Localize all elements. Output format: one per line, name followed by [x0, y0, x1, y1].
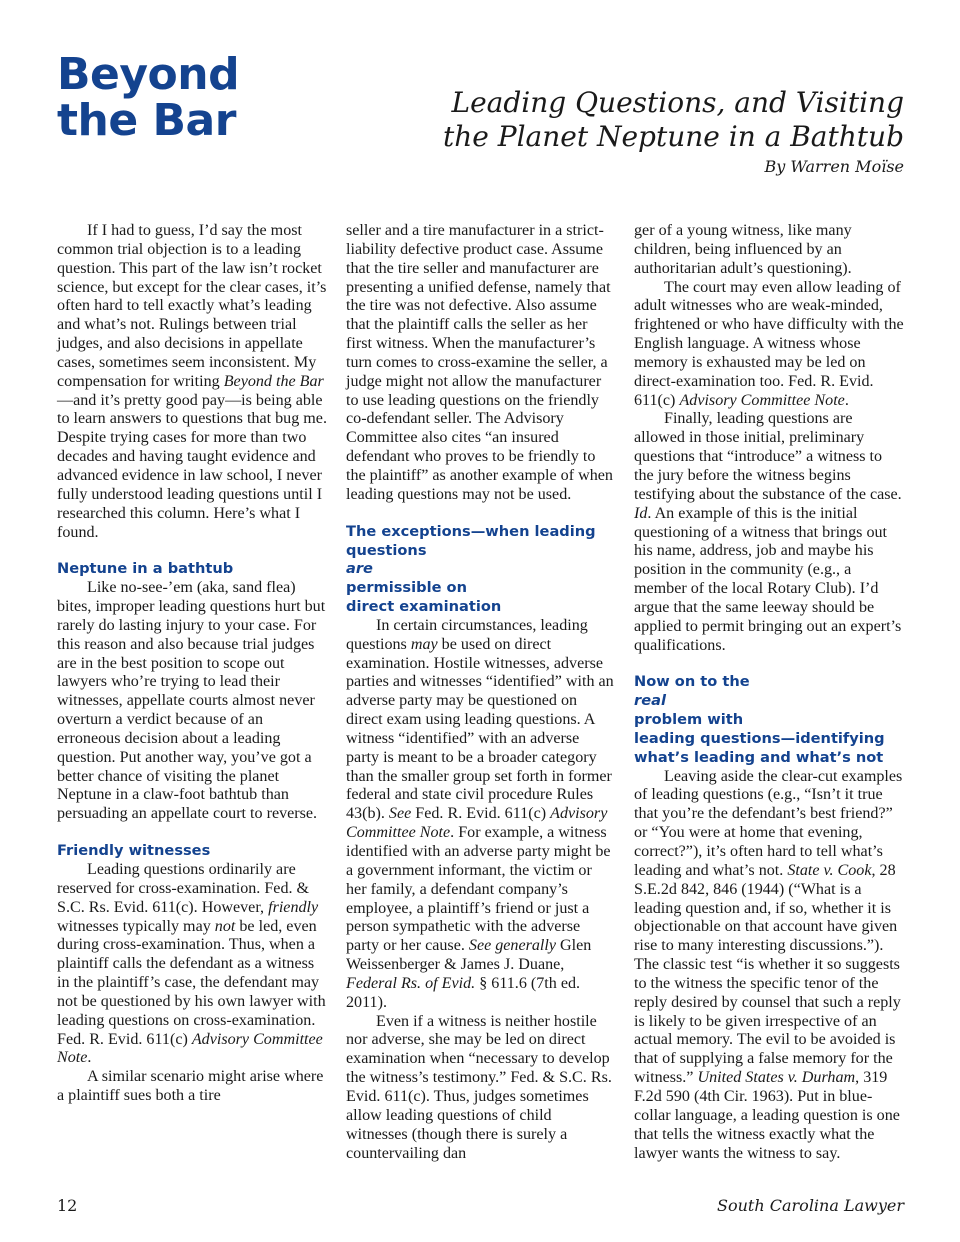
article-headline: [443, 86, 904, 154]
text-column-3: [634, 222, 904, 1163]
column-title-line: Beyond: [57, 49, 240, 100]
exceptions-paragraph-2: Even if a witness is neither hostile nor adverse, she may be led on direct examination when “necessary to develop the witness’s testimony.” Fed. & S.C. Rs. Evid. 611(c). Thus, judges sometimes allow leading questions of child witnesses (though there is surely a countervailing dan: [346, 1012, 612, 1162]
exceptions-paragraph-2-continued: ger of a young witness, like many children, being influenced by an authoritarian adult’s questioning).: [634, 222, 852, 277]
headline-line: Leading Questions, and Visiting: [451, 86, 904, 119]
exceptions-paragraph-1: In certain circumstances, leading questions may be used on direct examination. Hostile witnesses, adverse parties and witnesses “identified” with an adverse party may be questioned on direct exam using leading questions. A witness “identified” with an adverse party is meant to be a broader category than the smaller group set forth in former federal and state civil procedure Rules 43(b). See Fed. R. Evid. 611(c) Advisory Committee Note. For example, a witness identified with an adverse party might be a government informant, the victim or her family, a defendant company’s employee, a plaintiff’s friend or just a person sympathetic with the adverse party or her cause. See generally Glen Weissenberger & James J. Duane, Federal Rs. of Evid. § 611.6 (7th ed. 2011).: [346, 616, 614, 1011]
section-heading-neptune: Neptune in a bathtub: [57, 560, 234, 578]
magazine-name: South Carolina Lawyer: [717, 1196, 904, 1215]
text-column-2: [346, 222, 616, 1163]
section-heading-friendly-witnesses: Friendly witnesses: [57, 842, 211, 860]
exceptions-paragraph-4: Finally, leading questions are allowed in those initial, preliminary questions that “introduce” a witness to the jury before the witness begins testifying about the substance of the case. Id. An example of this is the initial questioning of a witness that brings out his name, address, job and maybe his position in the community (e.g., a member of the local Rotary Club). I’d argue that the same leeway should be applied to permit bringing out an expert’s qualifications.: [634, 410, 902, 654]
text-column-1: [57, 222, 327, 1106]
real-problem-paragraph: Leaving aside the clear-cut examples of leading questions (e.g., “Isn’t it true that you’re the defendant’s best friend?” or “You were at home that evening, correct?”), it’s often hard to tell what’s leading and what’s not. State v. Cook, 28 S.E.2d 842, 846 (1944) (“What is a leading question and, if so, whether it is objectionable on that account have given rise to many interesting discussions.”). The classic test “is whether it so suggests to the witness the specific tenor of the reply desired by counsel that such a reply is likely to be given irrespective of an actual memory. The evil to be avoided is that of supplying a false memory for the witness.” United States v. Durham, 319 F.2d 590 (4th Cir. 1963). Put in blue-collar language, a leading question is one that tells the witness exactly what the lawyer wants the witness to say.: [634, 767, 903, 1162]
page-number: 12: [57, 1196, 78, 1215]
section-heading-real-problem: Now on to the real problem with leading questions—identifying what’s leading and what’s not: [634, 673, 885, 766]
column-title-line: the Bar: [57, 95, 236, 146]
headline-line: the Planet Neptune in a Bathtub: [442, 120, 904, 153]
intro-paragraph: If I had to guess, I’d say the most common trial objection is to a leading question. This part of the law isn’t rocket science, but except for the clear cases, it’s often hard to tell exactly what’s leading and what’s not. Rulings between trial judges, and also decisions in appellate cases, sometimes seem inconsistent. My compensation for writing Beyond the Bar—and it’s pretty good pay—is being able to learn answers to questions that bug me. Despite trying cases for more than two decades and having taught evidence and advanced evidence in law school, I never fully understood leading questions until I researched this column. Here’s what I found.: [57, 222, 327, 541]
friendly-paragraph-1: Leading questions ordinarily are reserved for cross-examination. Fed. & S.C. Rs. Evid. 611(c). However, friendly witnesses typically may not be led, even during cross-examination. Thus, when a plaintiff calls the defendant as a witness in the plaintiff’s case, the defendant may not be questioned by his own lawyer with leading questions on cross-examination. Fed. R. Evid. 611(c) Advisory Committee Note.: [57, 861, 326, 1067]
neptune-paragraph: Like no-see-’em (aka, sand flea) bites, improper leading questions hurt but rarely do lasting injury to your case. For this reason and also because trial judges are in the best position to scope out lawyers who’re trying to lead their witnesses, appellate courts almost never overturn a verdict because of an erroneous decision about a leading question. Put another way, you’ve got a better chance of visiting the planet Neptune in a claw-foot bathtub than persuading an appellate court to reverse.: [57, 579, 326, 823]
friendly-paragraph-2: A similar scenario might arise where a plaintiff sues both a tire: [57, 1068, 324, 1105]
byline: By Warren Moïse: [764, 157, 904, 176]
friendly-paragraph-2-continued: seller and a tire manufacturer in a strict-liability defective product case. Assume that the tire seller and manufacturer are presenting a unified defense, namely that the tire was not defective. Also assume that the plaintiff calls the seller as her first witness. When the manufacturer’s turn comes to cross-examine the seller, a judge might not allow the manufacturer to use leading questions on the friendly co-defendant seller. The Advisory Committee also cites “an insured defendant who proves to be friendly to the plaintiff” as another example of when leading questions may not be used.: [346, 222, 613, 503]
section-heading-exceptions: The exceptions—when leading questions are permissible on direct examination: [346, 522, 596, 616]
exceptions-paragraph-3: The court may even allow leading of adult witnesses who are weak-minded, frightened or who have difficulty with the English language. A witness whose memory is exhausted may be led on direct-examination too. Fed. R. Evid. 611(c) Advisory Committee Note.: [634, 278, 904, 409]
column-title: [57, 49, 240, 146]
